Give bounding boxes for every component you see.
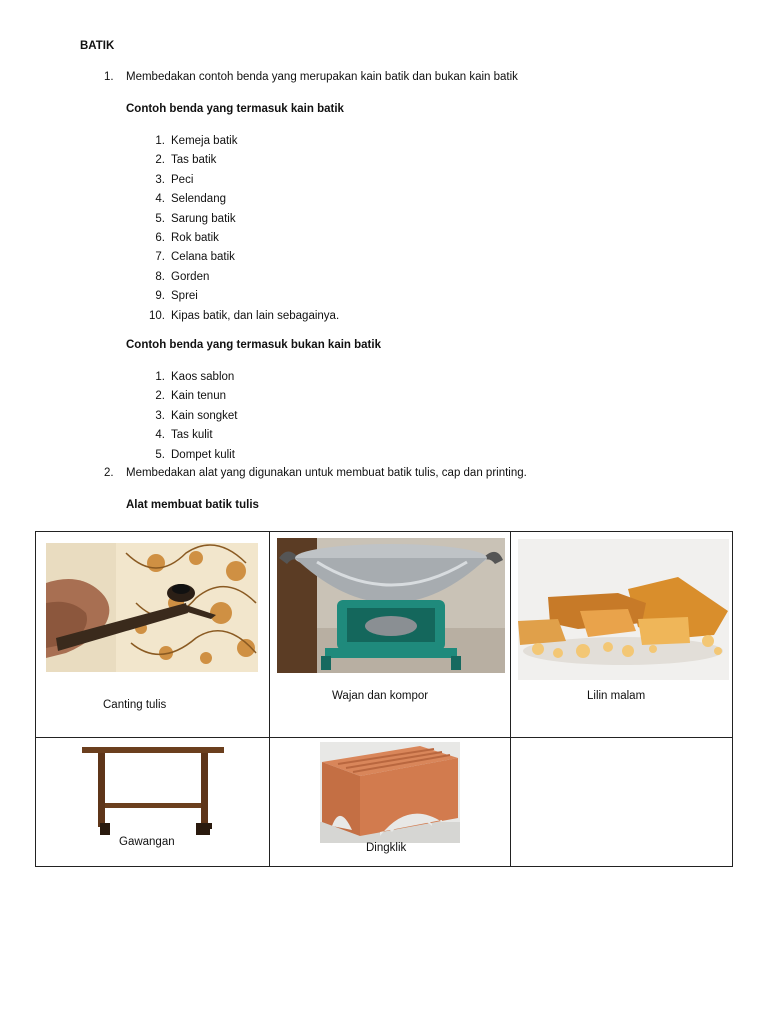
section-1-text: Membedakan contoh benda yang merupakan kain batik dan bukan kain batik <box>126 71 518 83</box>
list-item: 4. Selendang <box>155 193 226 206</box>
section-2 <box>104 467 527 479</box>
tools-table <box>35 531 733 867</box>
tools-heading: Alat membuat batik tulis <box>126 499 259 511</box>
list-item: 9. Sprei <box>155 290 198 303</box>
wajan-kompor-image <box>277 538 505 673</box>
canting-tulis-image <box>46 543 258 672</box>
list-item: 5. Sarung batik <box>155 212 236 225</box>
section-2-text: Membedakan alat yang digunakan untuk membuat batik tulis, cap dan printing. <box>126 467 527 479</box>
dingklik-caption: Dingklik <box>366 842 407 854</box>
list-item: 2. Tas batik <box>155 154 217 167</box>
list-item: 2. Kain tenun <box>155 390 226 403</box>
list-item: 4. Tas kulit <box>155 429 213 442</box>
list-item: 7. Celana batik <box>155 251 235 264</box>
section-1-number: 1. <box>104 71 114 83</box>
non-batik-heading: Contoh benda yang termasuk bukan kain batik <box>126 339 381 351</box>
batik-list <box>149 132 340 326</box>
list-item: 5. Dompet kulit <box>155 448 235 461</box>
list-item: 1. Kaos sablon <box>155 371 235 383</box>
non-batik-list <box>155 368 238 465</box>
list-item: 3. Kain songket <box>155 409 238 422</box>
section-2-number: 2. <box>104 467 114 479</box>
list-item: 3. Peci <box>155 173 194 186</box>
gawangan-caption: Gawangan <box>119 836 175 848</box>
list-item: 10. Kipas batik, dan lain sebagainya. <box>149 309 340 322</box>
lilin-malam-image <box>518 539 729 680</box>
document-title: BATIK <box>80 40 115 52</box>
dingklik-image <box>320 742 460 843</box>
lilin-malam-caption: Lilin malam <box>587 690 646 702</box>
canting-tulis-caption: Canting tulis <box>103 699 167 711</box>
batik-heading: Contoh benda yang termasuk kain batik <box>126 103 344 115</box>
gawangan-image <box>80 745 226 837</box>
section-1 <box>104 71 518 83</box>
list-item: 8. Gorden <box>155 270 210 283</box>
wajan-kompor-caption: Wajan dan kompor <box>332 690 429 702</box>
list-item: 6. Rok batik <box>155 231 219 244</box>
list-item: 1. Kemeja batik <box>155 135 238 147</box>
